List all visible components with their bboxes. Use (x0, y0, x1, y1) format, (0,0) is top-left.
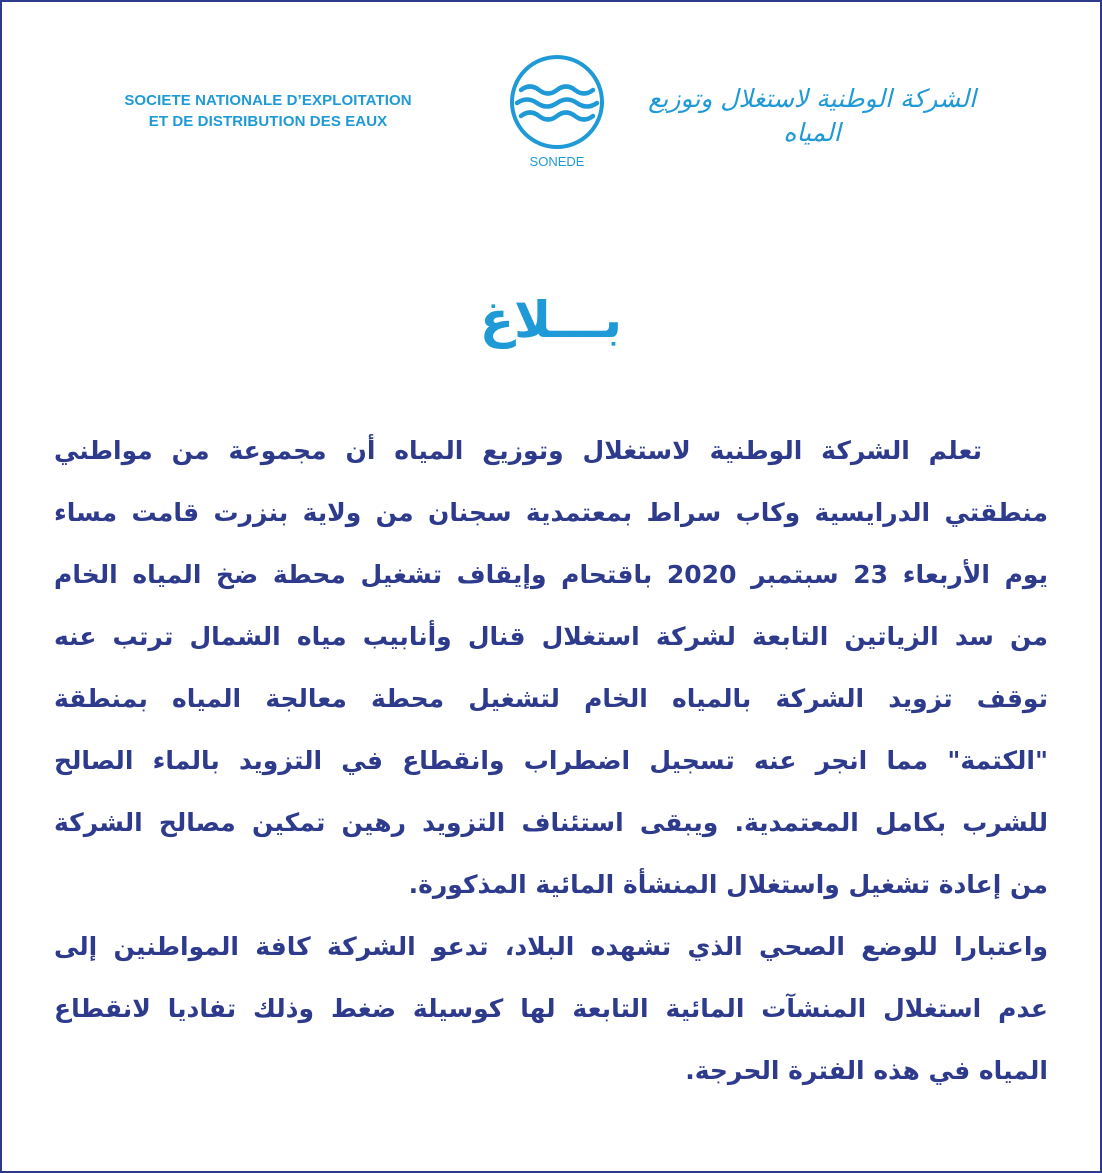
body-line: المياه في هذه الفترة الحرجة. (685, 1056, 1048, 1085)
water-waves-icon (507, 52, 607, 152)
company-name-french (98, 90, 438, 132)
notice-body (54, 420, 1048, 1102)
company-name-french-line-1: SOCIETE NATIONALE D’EXPLOITATION (124, 92, 412, 109)
sonede-logo (507, 52, 607, 177)
body-line: عدم استغلال المنشآت المائية التابعة لها كوسيلة ضغط وذلك تفاديا لانقطاع (54, 994, 1048, 1023)
body-line: يوم الأربعاء 23 سبتمبر 2020 باقتحام وإيقاف تشغيل محطة ضخ المياه الخام (54, 560, 1048, 589)
notice-title: بـــلاغ (479, 291, 623, 349)
company-name-arabic: الشركة الوطنية لاستغلال وتوزيع المياه (648, 84, 976, 147)
body-line: من سد الزياتين التابعة لشركة استغلال قنال وأنابيب مياه الشمال ترتب عنه (54, 622, 1048, 651)
body-line: منطقتي الدرايسية وكاب سراط بمعتمدية سجنان من ولاية بنزرت قامت مساء (54, 498, 1048, 527)
body-line: "الكتمة" مما انجر عنه تسجيل اضطراب وانقطاع في التزويد بالماء الصالح (54, 746, 1048, 775)
body-line: من إعادة تشغيل واستغلال المنشأة المائية المذكورة. (408, 870, 1048, 899)
company-name-french-line-2: ET DE DISTRIBUTION DES EAUX (148, 113, 388, 130)
body-line: للشرب بكامل المعتمدية. ويبقى استئناف التزويد رهين تمكين مصالح الشركة (54, 808, 1048, 837)
body-line: تعلم الشركة الوطنية لاستغلال وتوزيع المياه أن مجموعة من مواطني (54, 436, 982, 465)
body-line: واعتبارا للوضع الصحي الذي تشهده البلاد، تدعو الشركة كافة المواطنين إلى (54, 932, 1048, 961)
body-line: توقف تزويد الشركة بالمياه الخام لتشغيل محطة معالجة المياه بمنطقة (54, 684, 1048, 713)
logo-label: SONEDE (529, 154, 585, 169)
letterhead (2, 42, 1100, 182)
